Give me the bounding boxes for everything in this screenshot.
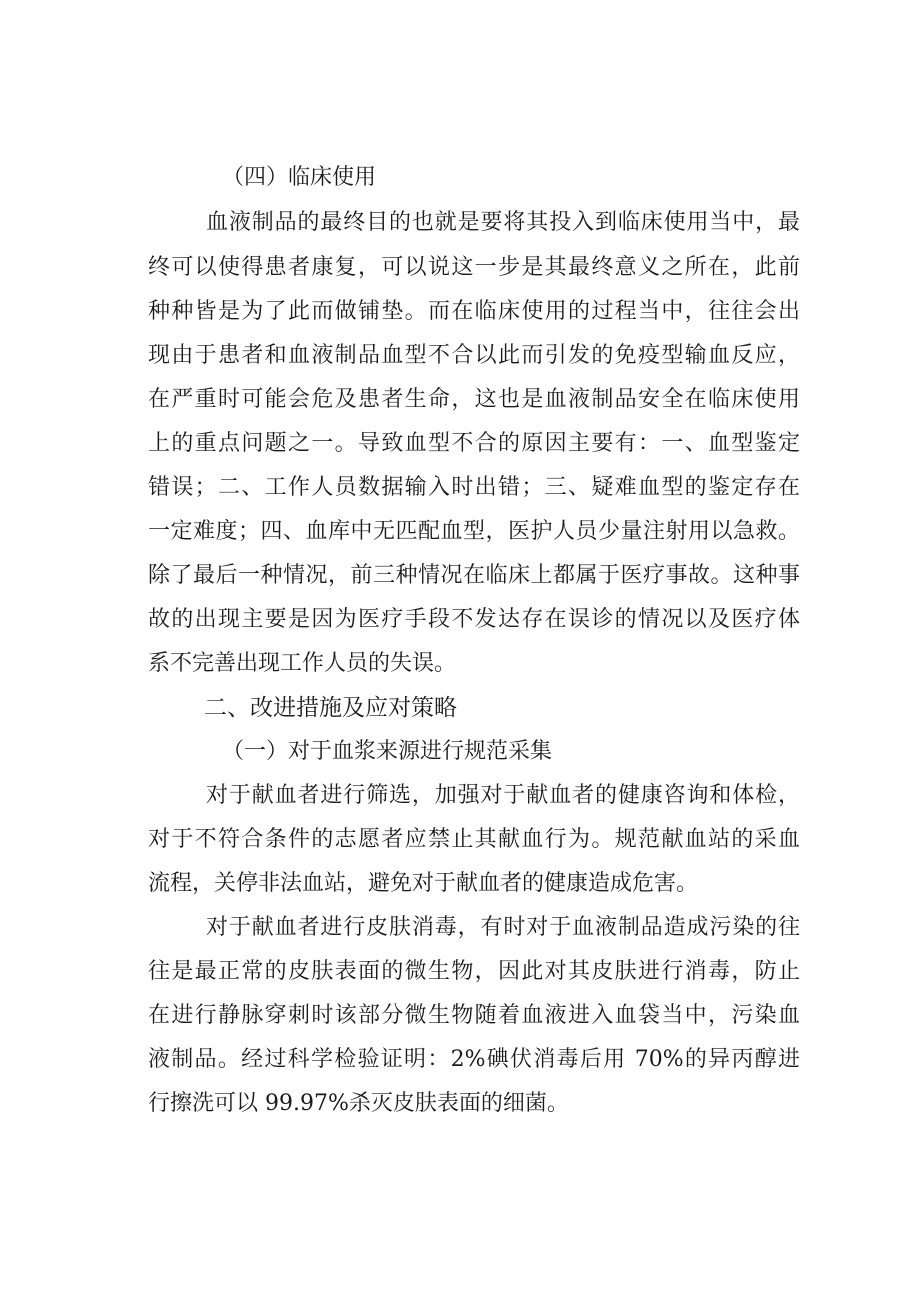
- paragraph-line: 上的重点问题之一。导致血型不合的原因主要有：一、血型鉴定: [148, 431, 800, 456]
- paragraph-line: 对于献血者进行皮肤消毒，有时对于血液制品造成污染的往: [206, 915, 800, 940]
- paragraph-line: 现由于患者和血液制品血型不合以此而引发的免疫型输血反应，: [148, 343, 800, 368]
- paragraph-line: 对于献血者进行筛选，加强对于献血者的健康咨询和体检，: [206, 783, 800, 808]
- paragraph-line: 流程，关停非法血站，避免对于献血者的健康造成危害。: [148, 871, 699, 896]
- paragraph-line: 在严重时可能会危及患者生命，这也是血液制品安全在临床使用: [148, 387, 800, 412]
- paragraph-line: 血液制品的最终目的也就是要将其投入到临床使用当中，最: [206, 210, 800, 235]
- paragraph-line: 种种皆是为了此而做铺垫。而在临床使用的过程当中，往往会出: [148, 299, 800, 324]
- section-heading-improvement-measures: 二、改进措施及应对策略: [204, 695, 457, 721]
- paragraph-line: 错误；二、工作人员数据输入时出错；三、疑难血型的鉴定存在: [148, 475, 800, 500]
- paragraph-line: 液制品。经过科学检验证明：2%碘伏消毒后用 70%的异丙醇进: [148, 1047, 800, 1072]
- paragraph-line: 对于不符合条件的志愿者应禁止其献血行为。规范献血站的采血: [148, 827, 800, 852]
- paragraph-line: 在进行静脉穿刺时该部分微生物随着血液进入血袋当中，污染血: [148, 1003, 800, 1028]
- paragraph-line: 一定难度；四、血库中无匹配血型，医护人员少量注射用以急救。: [148, 519, 800, 544]
- paragraph-line: 故的出现主要是因为医疗手段不发达存在误诊的情况以及医疗体: [148, 607, 800, 632]
- paragraph-line: 系不完善出现工作人员的失误。: [148, 651, 457, 676]
- paragraph-line: 除了最后一种情况，前三种情况在临床上都属于医疗事故。这种事: [148, 563, 800, 588]
- paragraph-line: 终可以使得患者康复，可以说这一步是其最终意义之所在，此前: [148, 255, 800, 280]
- paragraph-line: 行擦洗可以 99.97%杀灭皮肤表面的细菌。: [148, 1091, 569, 1116]
- section-heading-clinical-use: （四）临床使用: [222, 165, 377, 190]
- subsection-heading-plasma-collection: （一）对于血浆来源进行规范采集: [222, 739, 553, 764]
- paragraph-line: 往是最正常的皮肤表面的微生物，因此对其皮肤进行消毒，防止: [148, 959, 800, 984]
